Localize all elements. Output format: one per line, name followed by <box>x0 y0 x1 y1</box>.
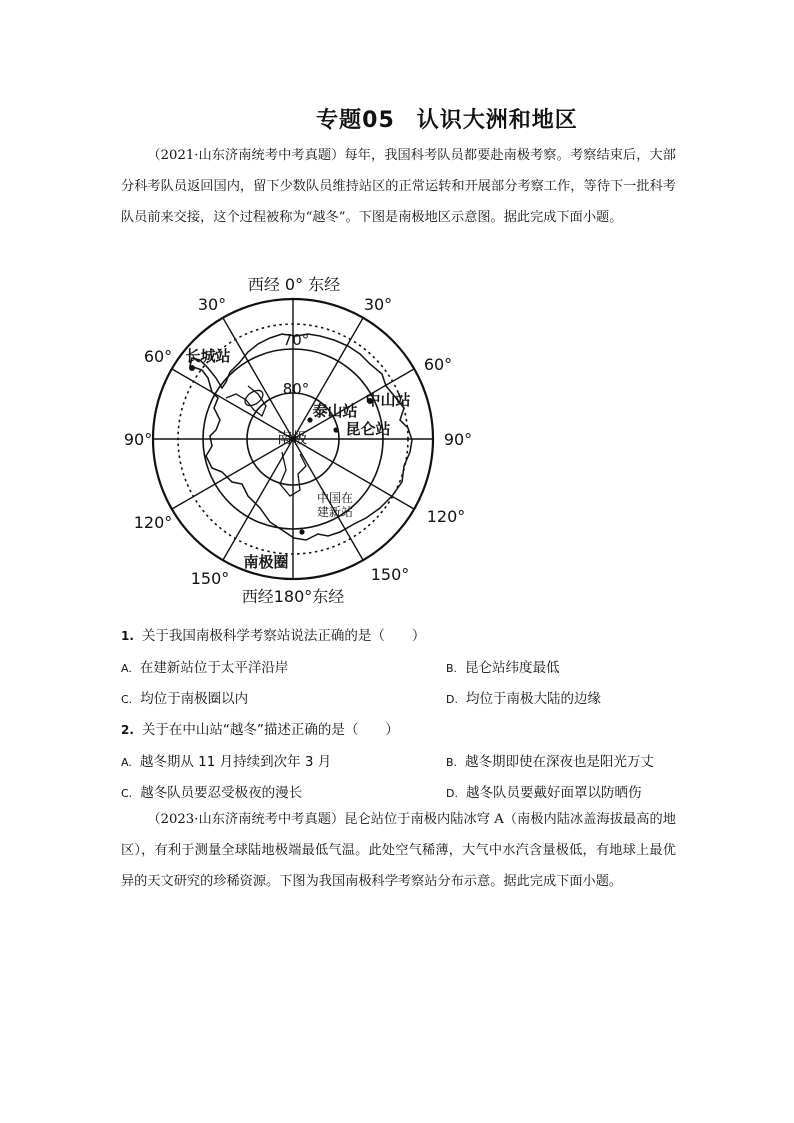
option-text: 在建新站位于太平洋沿岸 <box>139 660 289 676</box>
label-antarctic-circle: 南极圈 <box>243 553 289 571</box>
q1-option-b[interactable] <box>446 656 560 676</box>
antarctica-map <box>123 270 480 610</box>
title-prefix: 专题05 <box>316 108 395 133</box>
label-south-pole: 南极 <box>276 429 308 447</box>
option-text: 越冬期即使在深夜也是阳光万丈 <box>465 754 655 770</box>
option-letter: D. <box>446 787 458 800</box>
new-station-dot <box>299 529 304 534</box>
changcheng-dot <box>189 365 195 371</box>
question-1-text: 关于我国南极科学考察站说法正确的是（ ） <box>141 628 426 644</box>
question-2 <box>121 718 399 738</box>
option-letter: B. <box>446 756 458 769</box>
label-taishan: 泰山站 <box>312 402 358 420</box>
kunlun-dot <box>333 427 338 432</box>
label-lat-80: 80° <box>282 380 310 398</box>
q1-option-c[interactable] <box>121 687 248 707</box>
label-zhongshan: 中山站 <box>365 391 411 409</box>
label-new-station-2: 建新站 <box>316 505 354 519</box>
label-120-left: 120° <box>133 513 173 532</box>
option-letter: D. <box>446 693 458 706</box>
option-text: 越冬队员要忍受极夜的漫长 <box>140 785 303 801</box>
label-150-right: 150° <box>370 565 410 584</box>
label-60-right: 60° <box>423 355 453 374</box>
option-text: 均位于南极大陆的边缘 <box>465 691 601 707</box>
question-1 <box>121 624 425 644</box>
label-60-left: 60° <box>143 347 173 366</box>
label-90-right: 90° <box>443 430 473 449</box>
q2-option-b[interactable] <box>446 750 654 770</box>
option-letter: C. <box>121 693 133 706</box>
option-letter: A. <box>121 756 132 769</box>
q1-option-a[interactable] <box>121 656 288 676</box>
question-1-number: 1. <box>121 629 134 643</box>
option-text: 越冬期从 11 月持续到次年 3 月 <box>139 754 332 770</box>
passage-2: （2023·山东济南统考中考真题）昆仑站位于南极内陆冰穹 A（南极内陆冰盖海拔最高的地区），有利于测量全球陆地极端最低气温。此处空气稀薄，大气中水汽含量极低，有地球上最优异的天文研究的珍稀资源。下图为我国南极科学考察站分布示意。据此完成下面小题。 <box>121 812 676 889</box>
option-text: 均位于南极圈以内 <box>140 691 249 707</box>
page-title <box>0 103 794 134</box>
option-letter: B. <box>446 662 458 675</box>
option-text: 昆仑站纬度最低 <box>465 660 560 676</box>
label-30-left: 30° <box>197 295 227 314</box>
q2-option-a[interactable] <box>121 750 331 770</box>
q1-option-d[interactable] <box>446 687 601 707</box>
q2-option-d[interactable] <box>446 781 641 801</box>
label-new-station-1: 中国在 <box>316 491 354 505</box>
option-letter: C. <box>121 787 133 800</box>
label-150-left: 150° <box>190 569 230 588</box>
label-30-right: 30° <box>363 295 393 314</box>
label-top: 西经 0° 东经 <box>247 275 341 294</box>
title-main: 认识大洲和地区 <box>416 108 578 133</box>
option-text: 越冬队员要戴好面罩以防晒伤 <box>465 785 642 801</box>
passage-1: （2021·山东济南统考中考真题）每年，我国科考队员都要赴南极考察。考察结束后，大部分科考队员返回国内，留下少数队员维持站区的正常运转和开展部分考察工作，等待下一批科考队员前来交接，这个过程被称为“越冬”。下图是南极地区示意图。据此完成下面小题。 <box>121 148 676 225</box>
label-lat-70: 70° <box>282 331 310 349</box>
question-2-number: 2. <box>121 723 134 737</box>
label-kunlun: 昆仑站 <box>345 420 391 438</box>
q2-option-c[interactable] <box>121 781 302 801</box>
question-2-text: 关于在中山站“越冬”描述正确的是（ ） <box>141 722 399 738</box>
label-90-left: 90° <box>123 430 153 449</box>
label-120-right: 120° <box>426 507 466 526</box>
option-letter: A. <box>121 662 132 675</box>
label-changcheng: 长城站 <box>185 347 231 365</box>
label-bottom: 西经180°东经 <box>241 587 345 606</box>
